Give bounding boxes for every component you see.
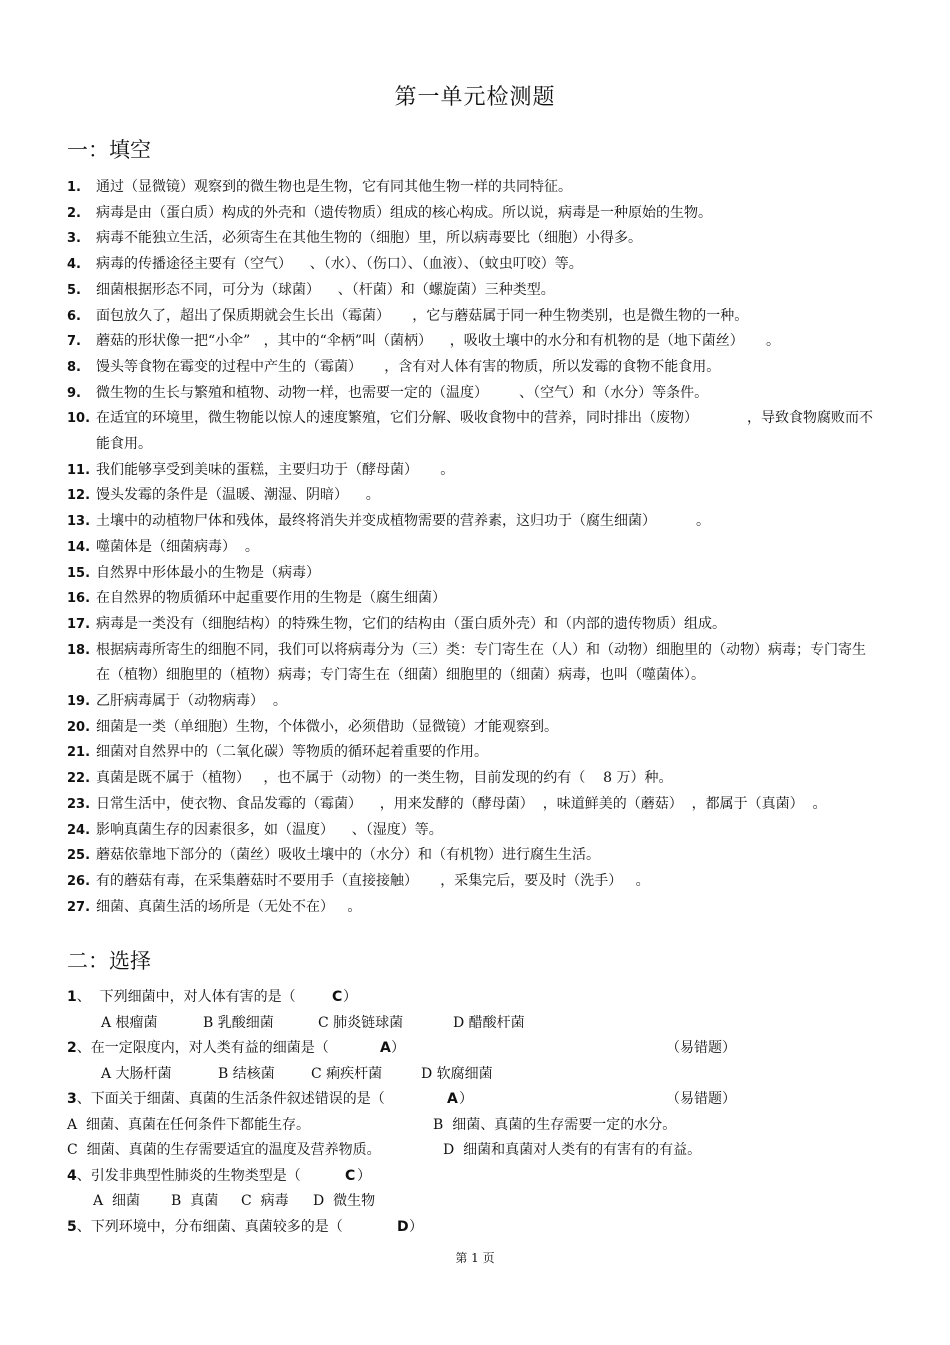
question-number: 21. [67,745,91,761]
question-text: 在自然界的物质循环中起重要作用的生物是（腐生细菌） [96,590,446,607]
question-text: 病毒是由（蛋白质）构成的外壳和（遗传物质）组成的核心构成。所以说，病毒是一种原始的生物。 [96,204,712,221]
tricky-question-tag: （易错题） [666,1091,736,1107]
question-text: 微生物的生长与繁殖和植物、动物一样，也需要一定的（温度） 、（空气）和（水分）等条件。 [96,384,709,401]
choice-options-row [0,1062,950,1088]
question-text: 自然界中形体最小的生物是（病毒） [96,564,320,581]
question-text: 馒头等食物在霉变的过程中产生的（霉菌） ，含有对人体有害的物质，所以发霉的食物不能食用。 [96,358,721,375]
question-item [0,458,876,484]
option-c: C 病毒 [241,1193,289,1209]
tricky-question-tag: （易错题） [666,1040,736,1056]
option-a: A 根瘤菌 [101,1014,158,1031]
question-item [0,278,876,304]
question-number: 15. [67,565,91,581]
question-number: 7. [67,334,81,350]
question-text: 蘑菇的形状像一把“小伞” ，其中的“伞柄”叫（菌柄） ，吸收土壤中的水分和有机物的是（地下菌丝） 。 [96,333,781,350]
question-item [0,689,876,715]
question-item [0,406,876,457]
question-item [0,226,876,252]
question-item [0,715,876,741]
fill-question-list [0,175,950,920]
question-number: 18. [67,642,91,658]
question-item [0,252,876,278]
question-number: 24. [67,822,91,838]
answer-close-paren: ） [459,1091,473,1107]
question-item [0,895,876,921]
question-number: 20. [67,719,91,735]
question-number: 25. [67,848,91,864]
question-number: 4 [67,1167,77,1184]
question-number: 10. [67,411,91,427]
choice-question-stem [0,1036,950,1062]
question-number: 22. [67,771,91,787]
question-number: 9. [67,385,81,401]
choice-options-row [0,1011,950,1037]
question-item [0,355,876,381]
question-text: 、 下列细菌中，对人体有害的是（ [76,989,296,1005]
answer-close-paren: ） [391,1040,405,1056]
question-text: 细菌根据形态不同，可分为（球菌） 、（杆菌）和（螺旋菌）三种类型。 [96,281,555,298]
question-item [0,201,876,227]
question-item [0,381,876,407]
question-text: 病毒不能独立生活，必须寄生在其他生物的（细胞）里，所以病毒要比（细胞）小得多。 [96,230,642,247]
question-number: 2 [67,1040,77,1056]
question-item [0,766,876,792]
question-text: 、下面关于细菌、真菌的生活条件叙述错误的是（ [76,1091,385,1107]
question-item [0,612,876,638]
question-number: 5 [67,1218,77,1235]
answer-letter: C [345,1167,356,1184]
question-number: 11. [67,462,91,478]
section-heading-fill: 一：填空 [67,138,151,162]
question-item [0,638,876,689]
option-d: D 微生物 [313,1193,376,1209]
option-a: A 细菌、真菌在任何条件下都能生存。 [67,1116,311,1133]
answer-close-paren: ） [343,989,357,1005]
choice-options-row [0,1113,950,1139]
question-text: 通过（显微镜）观察到的微生物也是生物，它有同其他生物一样的共同特征。 [96,179,572,195]
choice-options-row [0,1138,950,1164]
question-text: 细菌对自然界中的（二氧化碳）等物质的循环起着重要的作用。 [96,744,488,761]
page-footer: 第 1 页 [455,1251,495,1265]
question-item [0,792,876,818]
question-item [0,740,876,766]
question-text: 影响真菌生存的因素很多，如（温度） 、（湿度）等。 [96,821,443,838]
option-b: B 细菌、真菌的生存需要一定的水分。 [433,1116,677,1133]
question-text: 噬菌体是（细菌病毒） 。 [96,538,259,555]
answer-close-paren: ） [409,1218,423,1235]
question-number: 3. [67,231,81,247]
choice-question-list [0,985,950,1240]
question-number: 13. [67,514,91,530]
question-number: 6. [67,308,81,324]
choice-question-stem [0,1087,950,1113]
option-d: D 醋酸杆菌 [453,1014,525,1031]
option-d: D 细菌和真菌对人类有的有害有的有益。 [443,1142,702,1158]
question-item [0,175,876,201]
choice-question-stem [0,1215,950,1241]
question-number: 3 [67,1091,77,1107]
question-number: 4. [67,257,81,273]
option-c: C 细菌、真菌的生存需要适宜的温度及营养物质。 [67,1142,381,1158]
answer-letter: D [397,1218,409,1235]
question-text: 土壤中的动植物尸体和残体，最终将消失并变成植物需要的营养素，这归功于（腐生细菌） 。 [96,513,711,530]
question-item [0,329,876,355]
choice-question-stem [0,1164,950,1190]
option-b: B 结核菌 [218,1065,275,1082]
question-number: 14. [67,539,91,555]
question-item [0,818,876,844]
question-item [0,843,876,869]
question-text: 面包放久了，超出了保质期就会生长出（霉菌） ，它与蘑菇属于同一种生物类别，也是微生物的一种。 [96,307,749,324]
question-text: 病毒的传播途径主要有（空气） 、（水）、（伤口）、（血液）、（蚊虫叮咬）等。 [96,256,583,273]
answer-letter: C [332,989,343,1005]
question-number: 1 [67,989,77,1005]
question-number: 5. [67,282,81,298]
question-number: 8. [67,359,81,375]
question-text: 、下列环境中，分布细菌、真菌较多的是（ [76,1218,343,1235]
option-b: B 乳酸细菌 [203,1014,274,1031]
question-text: 细菌、真菌生活的场所是（无处不在） 。 [96,898,362,915]
question-number: 16. [67,591,91,607]
question-text: 病毒是一类没有（细胞结构）的特殊生物，它们的结构由（蛋白质外壳）和（内部的遗传物质）组成。 [96,615,726,632]
question-number: 19. [67,694,91,710]
question-text: 细菌是一类（单细胞）生物，个体微小，必须借助（显微镜）才能观察到。 [96,718,558,735]
answer-close-paren: ） [357,1167,371,1184]
question-number: 12. [67,488,91,504]
choice-options-row [0,1189,950,1215]
question-number: 26. [67,873,91,889]
question-text: 馒头发霉的条件是（温暖、潮湿、阴暗） 。 [96,487,380,504]
question-item [0,869,876,895]
option-c: C 肺炎链球菌 [318,1014,404,1031]
question-item [0,586,876,612]
answer-letter: A [380,1040,391,1056]
question-text: 根据病毒所寄生的细胞不同，我们可以将病毒分为（三）类：专门寄生在（人）和（动物）细胞里的（动物）病毒；专门寄生在（植物）细胞里的（植物）病毒；专门寄生在（细菌）细胞里的（细菌）病毒，也叫（噬菌体）。 [96,641,866,684]
question-text: 、在一定限度内，对人类有益的细菌是（ [76,1040,329,1056]
question-text: 在适宜的环境里，微生物能以惊人的速度繁殖，它们分解、吸收食物中的营养，同时排出（废物） ，导致食物腐败而不能食用。 [96,410,873,453]
question-number: 23. [67,796,91,812]
question-item [0,304,876,330]
question-text: 、引发非典型性肺炎的生物类型是（ [76,1167,301,1184]
question-item [0,561,876,587]
question-item [0,509,876,535]
option-a: A 细菌 [93,1193,141,1209]
question-number: 27. [67,899,91,915]
question-text: 有的蘑菇有毒，在采集蘑菇时不要用手（直接接触） ，采集完后，要及时（洗手） 。 [96,872,650,889]
question-item [0,483,876,509]
option-b: B 真菌 [171,1193,219,1209]
answer-letter: A [447,1091,458,1107]
choice-question-stem [0,985,950,1011]
question-item [0,535,876,561]
option-c: C 痢疾杆菌 [311,1065,383,1082]
option-d: D 软腐细菌 [421,1065,493,1082]
question-number: 1. [67,180,81,195]
question-text: 乙肝病毒属于（动物病毒） 。 [96,693,287,710]
question-text: 蘑菇依靠地下部分的（菌丝）吸收土壤中的（水分）和（有机物）进行腐生生活。 [96,847,600,864]
question-text: 我们能够享受到美味的蛋糕，主要归功于（酵母菌） 。 [96,461,455,478]
option-a: A 大肠杆菌 [101,1065,172,1082]
question-text: 日常生活中，使衣物、食品发霉的（霉菌） ，用来发酵的（酵母菌） ，味道鲜美的（蘑菇） ，都属于（真菌） 。 [96,795,827,812]
question-text: 真菌是既不属于（植物） ，也不属于（动物）的一类生物，目前发现的约有（ 8 万）种。 [96,770,673,787]
question-number: 2. [67,205,81,221]
section-heading-choice: 二：选择 [67,949,151,973]
question-number: 17. [67,616,91,632]
page-title: 第一单元检测题 [394,85,556,110]
